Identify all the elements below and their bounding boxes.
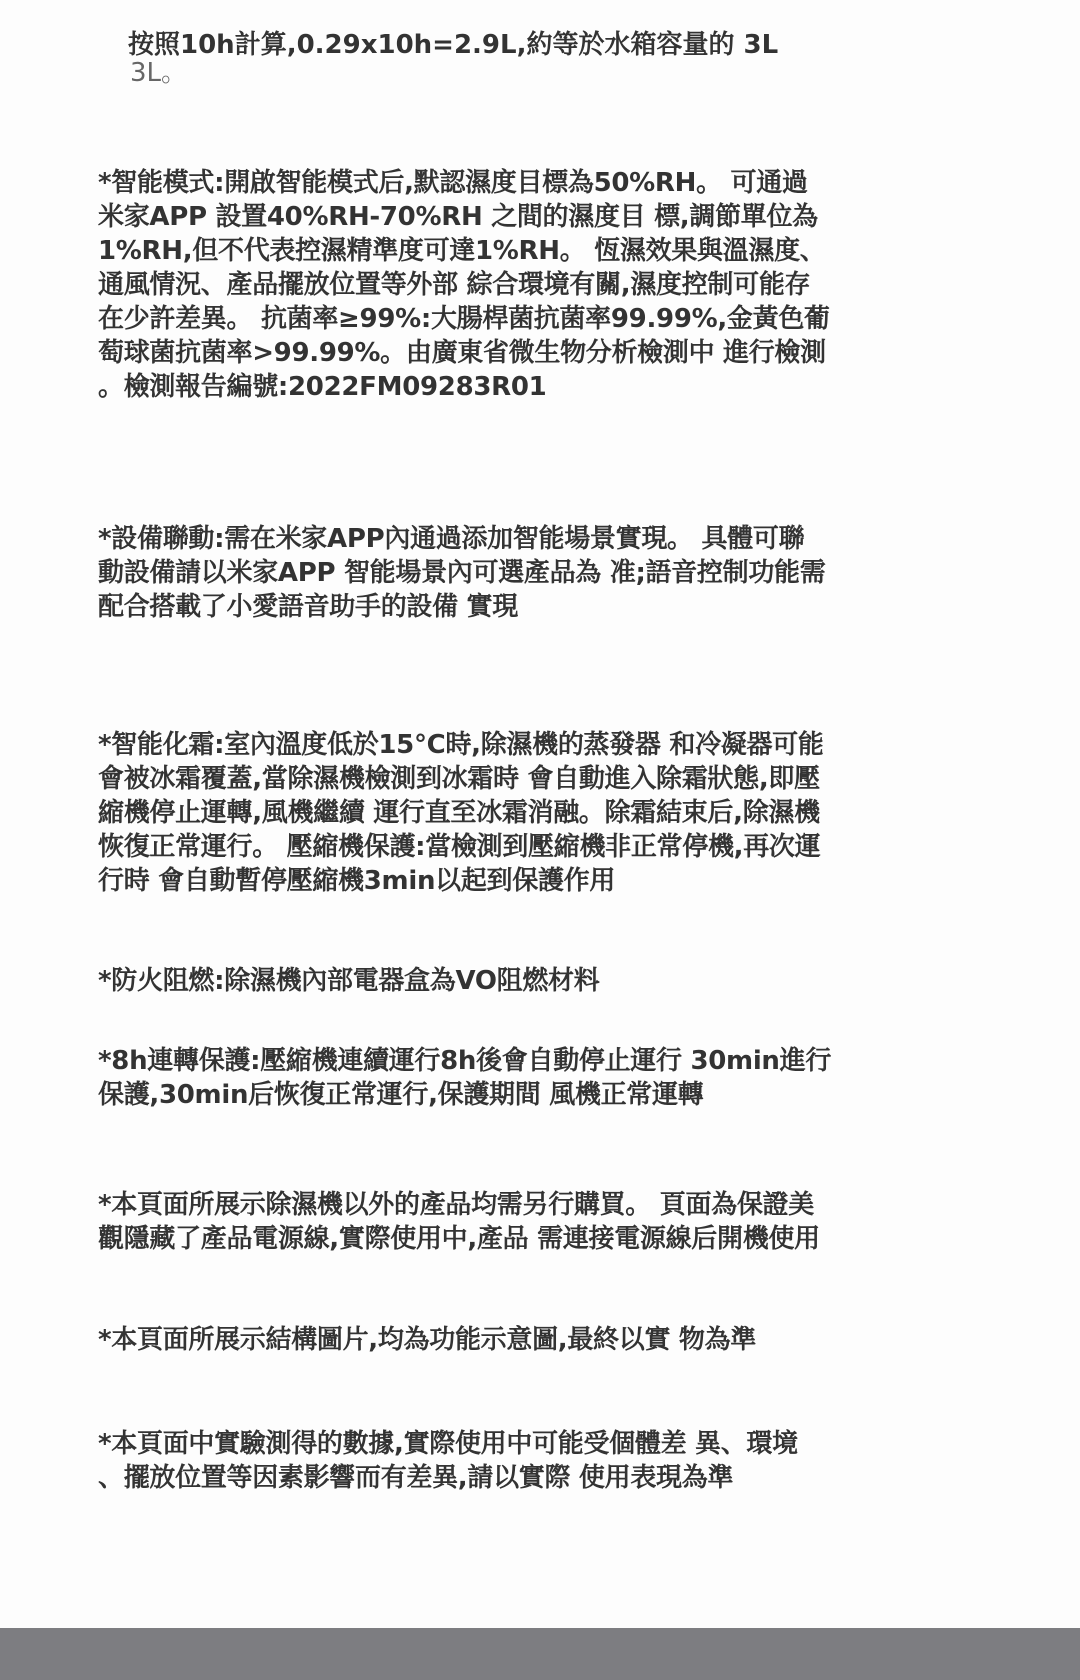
intro-capacity-text: 3L。 (130, 58, 188, 88)
footer-bar (0, 1628, 1080, 1680)
note-fire-retardant: *防火阻燃:除濕機內部電器盒為VO阻燃材料 (98, 966, 600, 996)
note-smart-defrost: *智能化霜:室內溫度低於15°C時,除濕機的蒸發器 和冷凝器可能 會被冰霜覆蓋,當除濕機檢測到冰霜時 會自動進入除霜狀態,即壓 縮機停止運轉,風機繼續 運行直至冰霜消融。除霜結束后,除濕機 恢復正常運行。 壓縮機保護:當檢測到壓縮機非正常停機,再次運 行時 會自動暫停壓縮機3min以起到保護作用 (98, 730, 824, 896)
note-products-sold-separately: *本頁面所展示除濕機以外的產品均需另行購買。 頁面為保證美 觀隱藏了產品電源線,實際使用中,產品 需連接電源線后開機使用 (98, 1190, 820, 1254)
note-8h-protection: *8h連轉保護:壓縮機連續運行8h後會自動停止運行 30min進行 保護,30min后恢復正常運行,保護期間 風機正常運轉 (98, 1046, 832, 1110)
note-smart-mode: *智能模式:開啟智能模式后,默認濕度目標為50%RH。 可通過 米家APP 設置40%RH-70%RH 之間的濕度目 標,調節單位為 1%RH,但不代表控濕精準度可達1%RH。 恆濕效果與溫濕度、 通風情況、產品擺放位置等外部 綜合環境有關,濕度控制可能存 在少許差異。 抗菌率≥99%:大腸桿菌抗菌率99.99%,金黃色葡 萄球菌抗菌率>99.99%。由廣東省微生物分析檢測中 進行檢測 。檢測報告編號:2022FM09283R01 (98, 168, 830, 402)
note-structure-images: *本頁面所展示結構圖片,均為功能示意圖,最終以實 物為準 (98, 1325, 757, 1355)
note-test-data: *本頁面中實驗測得的數據,實際使用中可能受個體差 異、環境 、擺放位置等因素影響而有差異,請以實際 使用表現為準 (98, 1429, 798, 1493)
intro-calculation-text: 按照10h計算,0.29x10h=2.9L,約等於水箱容量的 3L (128, 30, 779, 60)
note-device-linkage: *設備聯動:需在米家APP內通過添加智能場景實現。 具體可聯 動設備請以米家APP 智能場景內可選產品為 准;語音控制功能需 配合搭載了小愛語音助手的設備 實現 (98, 524, 826, 622)
